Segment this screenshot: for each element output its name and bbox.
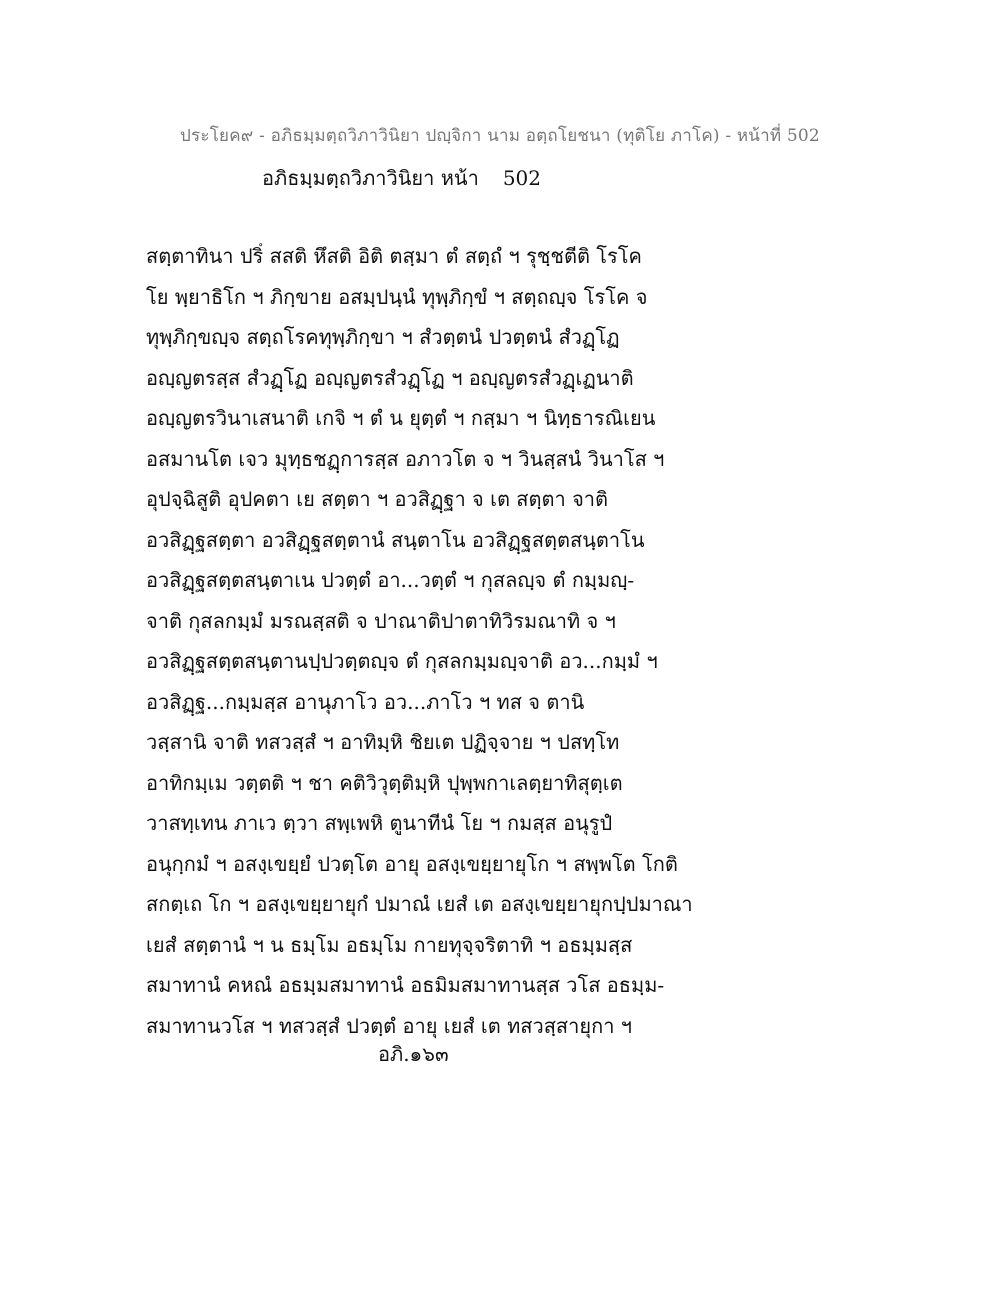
page-number: 502 xyxy=(502,166,541,190)
text-line: สมาทานวโส ฯ ทสวสฺสํ ปวตฺตํ อายุ เยสํ เต ทสวสฺสายุกา ฯ xyxy=(146,1013,633,1038)
text-line: สกตฺเถ โก ฯ อสงฺเขยฺยายุกํ ปมาณํ เยสํ เต อสงฺเขยฺยายุกปฺปมาณา xyxy=(146,892,693,916)
running-header: ประโยค๙ - อภิธมฺมตฺถวิภาวินิยา ปญฺจิกา นาม อตฺถโยชนา (ทุติโย ภาโค) - หน้าที่ 502 xyxy=(180,126,820,146)
text-line: วสฺสานิ จาติ ทสวสฺสํ ฯ อาทิมฺหิ ชิยเต ปฏิจฺจาย ฯ ปสทฺโท xyxy=(146,730,620,754)
text-line: ทุพฺภิกฺขญฺจ สตฺถโรคทุพฺภิกฺขา ฯ สํวตฺตนํ ปวตฺตนํ สํวฏฺโฏ xyxy=(146,325,620,349)
text-line: อุปจฺฉิสูติ อุปคตา เย สตฺตา ฯ อวสิฏฺฐา จ เต สตฺตา จาติ xyxy=(146,487,609,511)
text-line: เยสํ สตฺตานํ ฯ น ธมฺโม อธมฺโม กายทุจฺจริตาทิ ฯ อธมฺมสฺส xyxy=(146,932,633,957)
text-line: สตฺตาทินา ปริํ สสติ หึสติ อิติ ตสฺมา ตํ สตฺถํ ฯ รุชฺชตีติ โรโค xyxy=(146,244,642,268)
text-line: จาติ กุสลกมฺมํ มรณสฺสติ จ ปาณาติปาตาทิวิรมณาทิ จ ฯ xyxy=(146,608,616,633)
footer-reference: อภิ.๑๖๓ xyxy=(378,1042,449,1066)
text-line: โย พฺยาธิโก ฯ ภิกฺขาย อสมฺปนฺนํ ทุพฺภิกฺขํ ฯ สตฺถญฺจ โรโค จ xyxy=(146,284,648,309)
page-heading xyxy=(262,162,541,194)
text-line: สมาทานํ คหณํ อธมฺมสมาทานํ อธมิมสมาทานสฺส วโส อธมฺม- xyxy=(146,973,665,997)
text-line: อวสิฏฺฐ...กมฺมสฺส อานุภาโว อว...ภาโว ฯ ทส จ ตานิ xyxy=(146,689,585,714)
text-line: อสมานโต เจว มุทฺธชฏฺการสฺส อภาวโต จ ฯ วินสฺสนํ วินาโส ฯ xyxy=(146,446,665,471)
text-line: อวสิฏฺฐสตฺตสนฺตาเน ปวตฺตํ อา...วตฺตํ ฯ กุสลญฺจ ตํ กมฺมญฺ- xyxy=(146,568,635,592)
text-line: อวสิฏฺฐสตฺตสนฺตานปฺปวตฺตญฺจ ตํ กุสลกมฺมญฺจาติ อว...กมฺมํ ฯ xyxy=(146,649,658,673)
text-line: อญฺญตรวินาเสนาติ เกจิ ฯ ตํ น ยุตฺตํ ฯ กสฺมา ฯ นิทฺธารณิเยน xyxy=(146,406,656,430)
text-line: อาทิกมฺเม วตฺตติ ฯ ชา คติวิวุตฺติมฺหิ ปุพฺพกาเลตฺยาทิสุตฺเต xyxy=(146,770,623,795)
text-line: อนุกฺกมํ ฯ อสงฺเขยฺยํ ปวตฺโต อายุ อสงฺเขยฺยายุโก ฯ สพฺพโต โกติ xyxy=(146,851,678,876)
page-heading-title: อภิธมฺมตฺถวิภาวินิยา หน้า xyxy=(262,166,479,190)
text-line: วาสทฺเทน ภาเว ตฺวา สพฺเพหิ ตูนาทีนํ โย ฯ กมสฺส อนุรูปํ xyxy=(146,811,613,835)
body-text xyxy=(146,236,706,1046)
text-line: อวสิฏฺฐสตฺตา อวสิฏฺฐสตฺตานํ สนฺตาโน อวสิฏฺฐสตฺตสนฺตาโน xyxy=(146,527,645,552)
text-line: อญฺญตรสฺส สํวฏฺโฏ อญฺญตรสํวฏฺโฏ ฯ อญฺญตรสํวฏฺเฏนาติ xyxy=(146,365,634,390)
